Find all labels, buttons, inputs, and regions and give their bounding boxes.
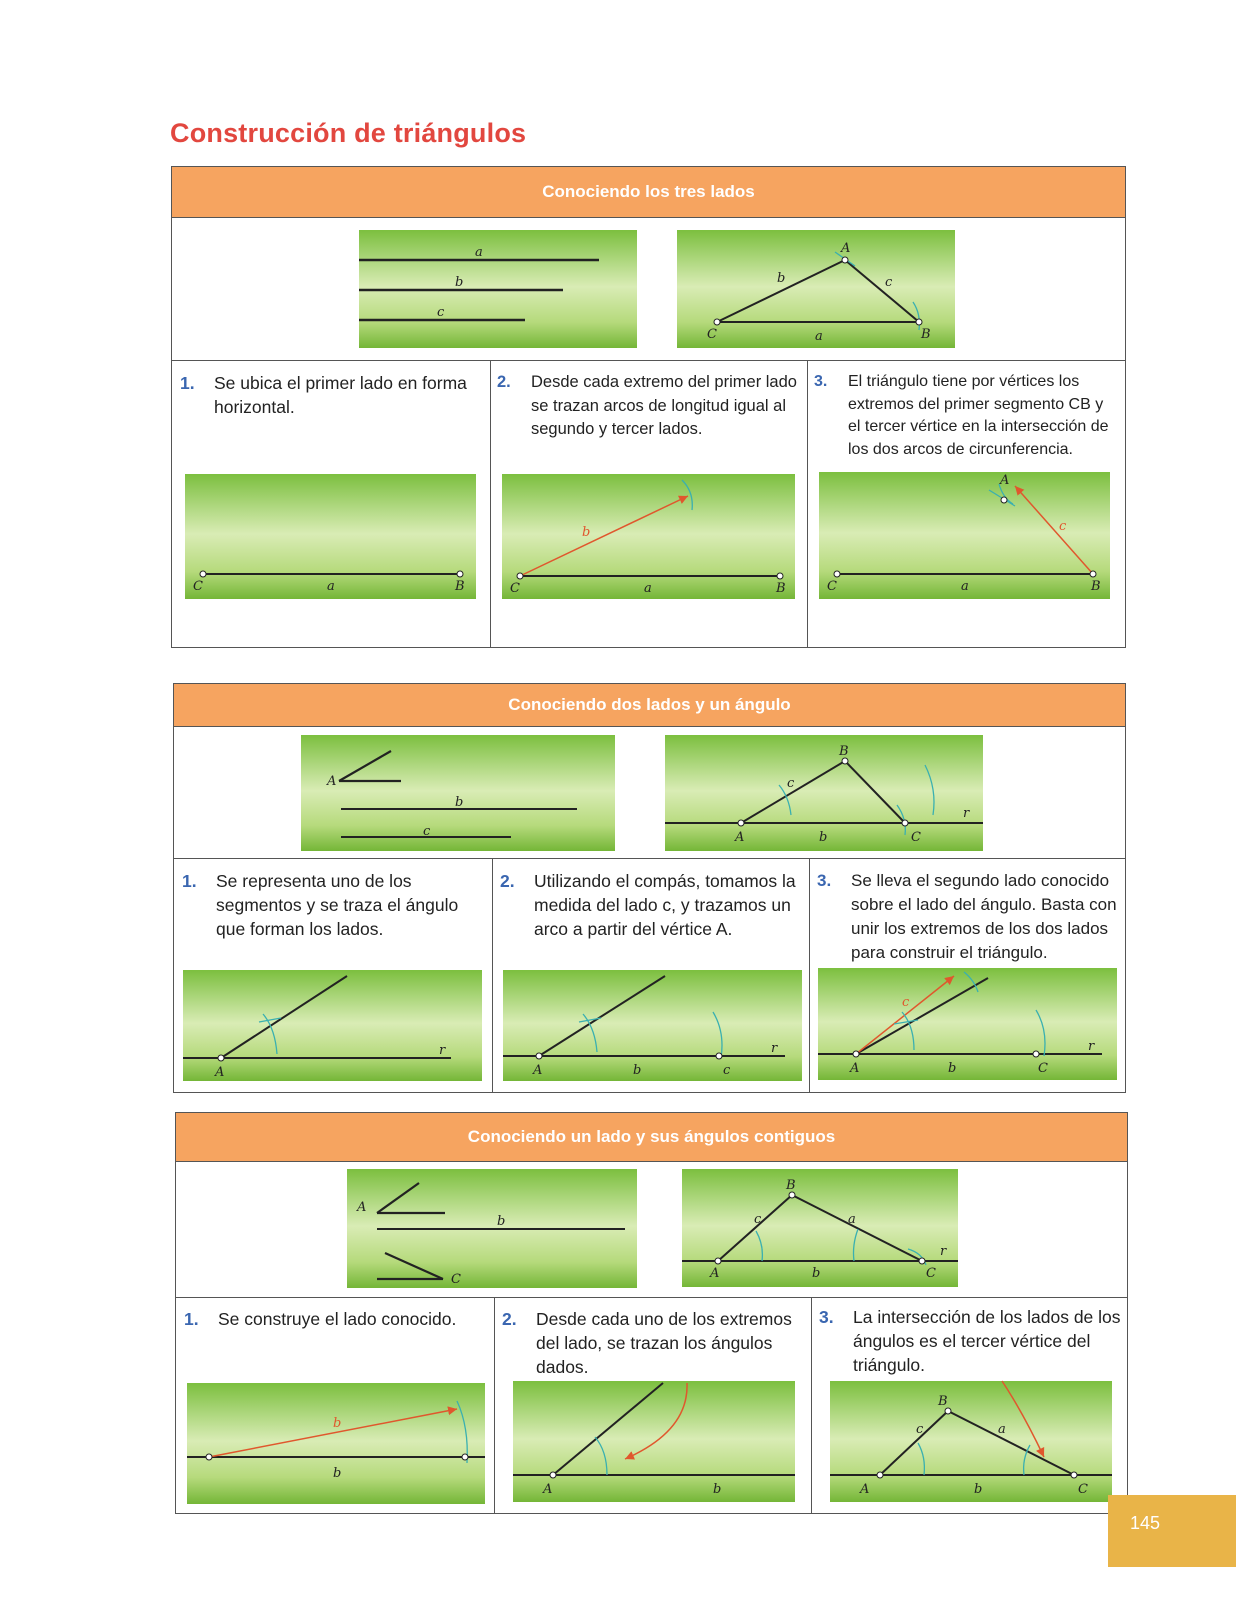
figure-given-data bbox=[301, 735, 615, 851]
section-header: Conociendo dos lados y un ángulo bbox=[174, 684, 1125, 727]
label-B: B bbox=[455, 579, 465, 594]
label-C: C bbox=[1078, 1482, 1088, 1497]
label-A: A bbox=[710, 1266, 720, 1281]
section-header: Conociendo los tres lados bbox=[172, 167, 1125, 218]
label-A: A bbox=[543, 1482, 553, 1497]
label-c: c bbox=[916, 1422, 924, 1437]
label-B: B bbox=[1091, 579, 1101, 594]
label-r: r bbox=[963, 806, 970, 821]
figure-result-triangle bbox=[665, 735, 983, 851]
label-b: b bbox=[812, 1266, 821, 1281]
figure-step-3 bbox=[830, 1381, 1112, 1502]
label-b: b bbox=[455, 275, 464, 290]
label-b: b bbox=[777, 271, 786, 286]
figure-step-3 bbox=[819, 472, 1110, 599]
label-c: c bbox=[902, 995, 910, 1010]
figure-given-sides bbox=[359, 230, 637, 348]
page-title: Construcción de triángulos bbox=[170, 118, 527, 148]
label-a: a bbox=[998, 1422, 1006, 1437]
figure-result-triangle bbox=[682, 1169, 958, 1287]
label-a: a bbox=[475, 245, 483, 260]
label-c: c bbox=[1059, 519, 1067, 534]
label-a: a bbox=[848, 1212, 856, 1227]
figure-step-1 bbox=[187, 1383, 485, 1504]
label-B: B bbox=[921, 327, 931, 342]
label-b: b bbox=[333, 1466, 342, 1481]
label-B: B bbox=[786, 1178, 796, 1193]
label-B: B bbox=[776, 581, 786, 596]
label-b: b bbox=[948, 1061, 957, 1076]
label-c: c bbox=[754, 1212, 762, 1227]
label-A: A bbox=[850, 1061, 860, 1076]
figure-step-2 bbox=[513, 1381, 795, 1502]
label-A: A bbox=[357, 1200, 367, 1215]
label-b: b bbox=[819, 830, 828, 845]
label-r: r bbox=[940, 1244, 947, 1259]
label-b: b bbox=[633, 1063, 642, 1078]
figure-step-1 bbox=[185, 474, 476, 599]
label-A: A bbox=[327, 774, 337, 789]
label-A: A bbox=[841, 241, 851, 256]
label-C: C bbox=[911, 830, 921, 845]
figure-step-2 bbox=[502, 474, 795, 599]
label-C: C bbox=[707, 327, 717, 342]
label-a: a bbox=[815, 329, 823, 344]
label-a: a bbox=[644, 581, 652, 596]
label-c: c bbox=[437, 305, 445, 320]
label-b: b bbox=[582, 525, 591, 540]
label-b: b bbox=[713, 1482, 722, 1497]
label-b: b bbox=[974, 1482, 983, 1497]
label-A: A bbox=[215, 1065, 225, 1080]
section-header: Conociendo un lado y sus ángulos contiguos bbox=[176, 1113, 1127, 1162]
label-c: c bbox=[787, 776, 795, 791]
page-number: 145 bbox=[1130, 1513, 1161, 1533]
label-C: C bbox=[451, 1272, 461, 1287]
label-c: c bbox=[723, 1063, 731, 1078]
label-C: C bbox=[193, 579, 203, 594]
label-r: r bbox=[439, 1043, 446, 1058]
label-b: b bbox=[497, 1214, 506, 1229]
label-A: A bbox=[533, 1063, 543, 1078]
figure-step-2 bbox=[503, 970, 802, 1081]
label-A: A bbox=[735, 830, 745, 845]
label-B: B bbox=[839, 744, 849, 759]
page-number-tab bbox=[1108, 1495, 1236, 1567]
figure-step-1 bbox=[183, 970, 482, 1081]
label-r: r bbox=[1088, 1039, 1095, 1054]
label-A: A bbox=[860, 1482, 870, 1497]
label-a: a bbox=[327, 579, 335, 594]
figure-result-triangle bbox=[677, 230, 955, 348]
label-r: r bbox=[771, 1041, 778, 1056]
label-A: A bbox=[1000, 473, 1010, 488]
label-B: B bbox=[938, 1394, 948, 1409]
label-c: c bbox=[423, 824, 431, 839]
label-b: b bbox=[333, 1416, 342, 1431]
label-C: C bbox=[1038, 1061, 1048, 1076]
figure-given-data bbox=[347, 1169, 637, 1288]
label-C: C bbox=[510, 581, 520, 596]
label-a: a bbox=[961, 579, 969, 594]
label-b: b bbox=[455, 795, 464, 810]
label-C: C bbox=[827, 579, 837, 594]
label-c: c bbox=[885, 275, 893, 290]
figure-step-3 bbox=[818, 968, 1117, 1080]
label-C: C bbox=[926, 1266, 936, 1281]
